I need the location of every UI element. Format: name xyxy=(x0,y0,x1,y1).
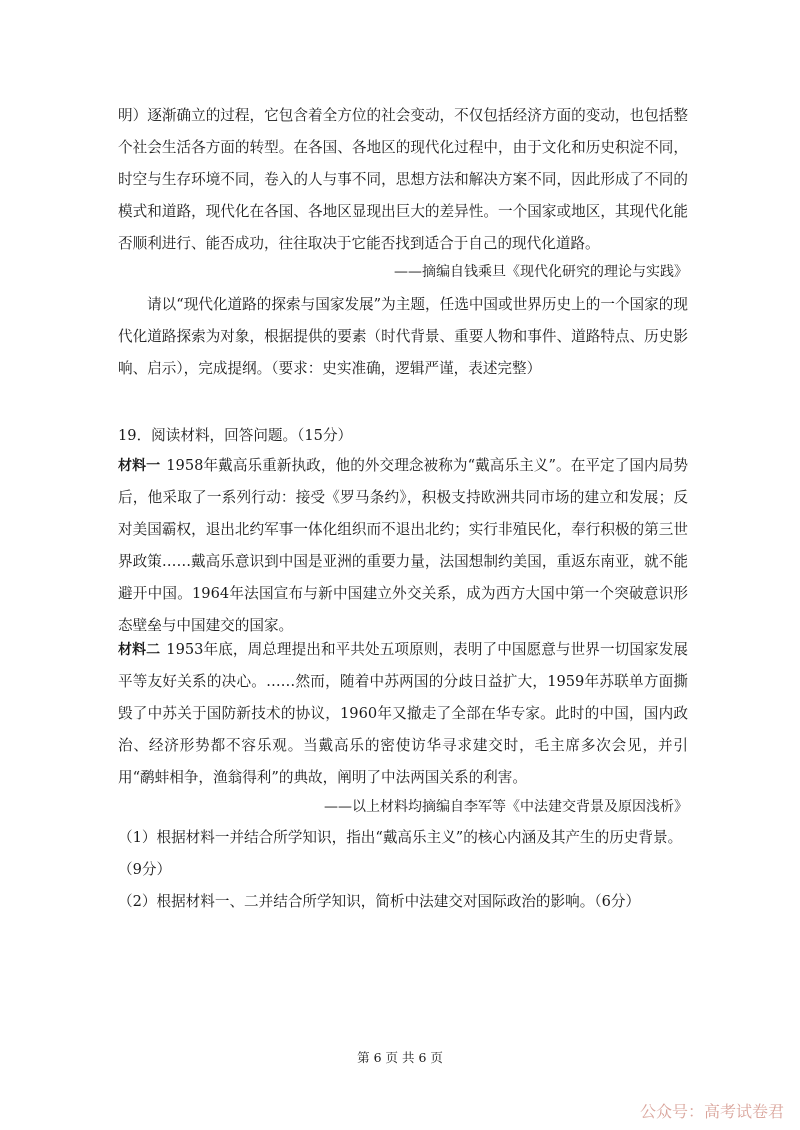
page-footer: 第 6 页 共 6 页 xyxy=(357,1050,443,1065)
intro-material-attribution: ——摘编自钱乘旦《现代化研究的理论与实践》 xyxy=(394,264,688,280)
material-2 xyxy=(118,634,688,794)
material-1 xyxy=(118,450,688,642)
question-19-title: 19．阅读材料，回答问题。（15分） xyxy=(118,427,353,444)
material-1-label: 材料一 xyxy=(118,458,161,474)
question-19-sub-2: （2）根据材料一、二并结合所学知识，简析中法建交对国际政治的影响。（6分） xyxy=(118,893,641,910)
material-2-text: 1953年底，周总理提出和平共处五项原则，表明了中国愿意与世界一切国家发展平等友好关系的决心。……然而，随着中苏两国的分歧日益扩大，1959年苏联单方面撕毁了中苏关于国防新技术的协议，1960年又撤走了全部在华专家。此时的中国，国内政治、经济形势都不容乐观。当戴高乐的密使访华寻求建交时，毛主席多次会见，并引用“鹬蚌相争，渔翁得利”的典故，阐明了中法两国关系的利害。 xyxy=(118,641,688,786)
intro-material-text: 明）逐渐确立的过程，它包含着全方位的社会变动，不仅包括经济方面的变动，也包括整个社会生活各方面的转型。在各国、各地区的现代化过程中，由于文化和历史积淀不同，时空与生存环境不同，卷入的人与事不同，思想方法和解决方案不同，因此形成了不同的模式和道路，现代化在各国、各地区显现出巨大的差异性。一个国家或地区，其现代化能否顺利进行、能否成功，往往取决于它能否找到适合于自己的现代化道路。 xyxy=(118,107,688,252)
material-2-label: 材料二 xyxy=(118,642,161,658)
question-19-attribution: ——以上材料均摘编自李军等《中法建交背景及原因浅析》 xyxy=(324,799,688,815)
question-18-prompt: 请以“现代化道路的探索与国家发展”为主题，任选中国或世界历史上的一个国家的现代化道路探索为对象，根据提供的要素（时代背景、重要人物和事件、道路特点、历史影响、启示），完成提纲。（要求：史实准确，逻辑严谨，表述完整） xyxy=(118,296,688,377)
watermark: 公众号：高考试卷君 xyxy=(639,1102,784,1121)
question-19-sub-1: （1）根据材料一并结合所学知识，指出“戴高乐主义”的核心内涵及其产生的历史背景。（9分） xyxy=(118,829,683,878)
material-1-text: 1958年戴高乐重新执政，他的外交理念被称为“戴高乐主义”。在平定了国内局势后，他采取了一系列行动：接受《罗马条约》，积极支持欧洲共同市场的建立和发展；反对美国霸权，退出北约军事一体化组织而不退出北约；实行非殖民化，奉行积极的第三世界政策……戴高乐意识到中国是亚洲的重要力量，法国想制约美国，重返东南亚，就不能避开中国。1964年法国宣布与新中国建立外交关系，成为西方大国中第一个突破意识形态壁垒与中国建交的国家。 xyxy=(118,457,688,634)
